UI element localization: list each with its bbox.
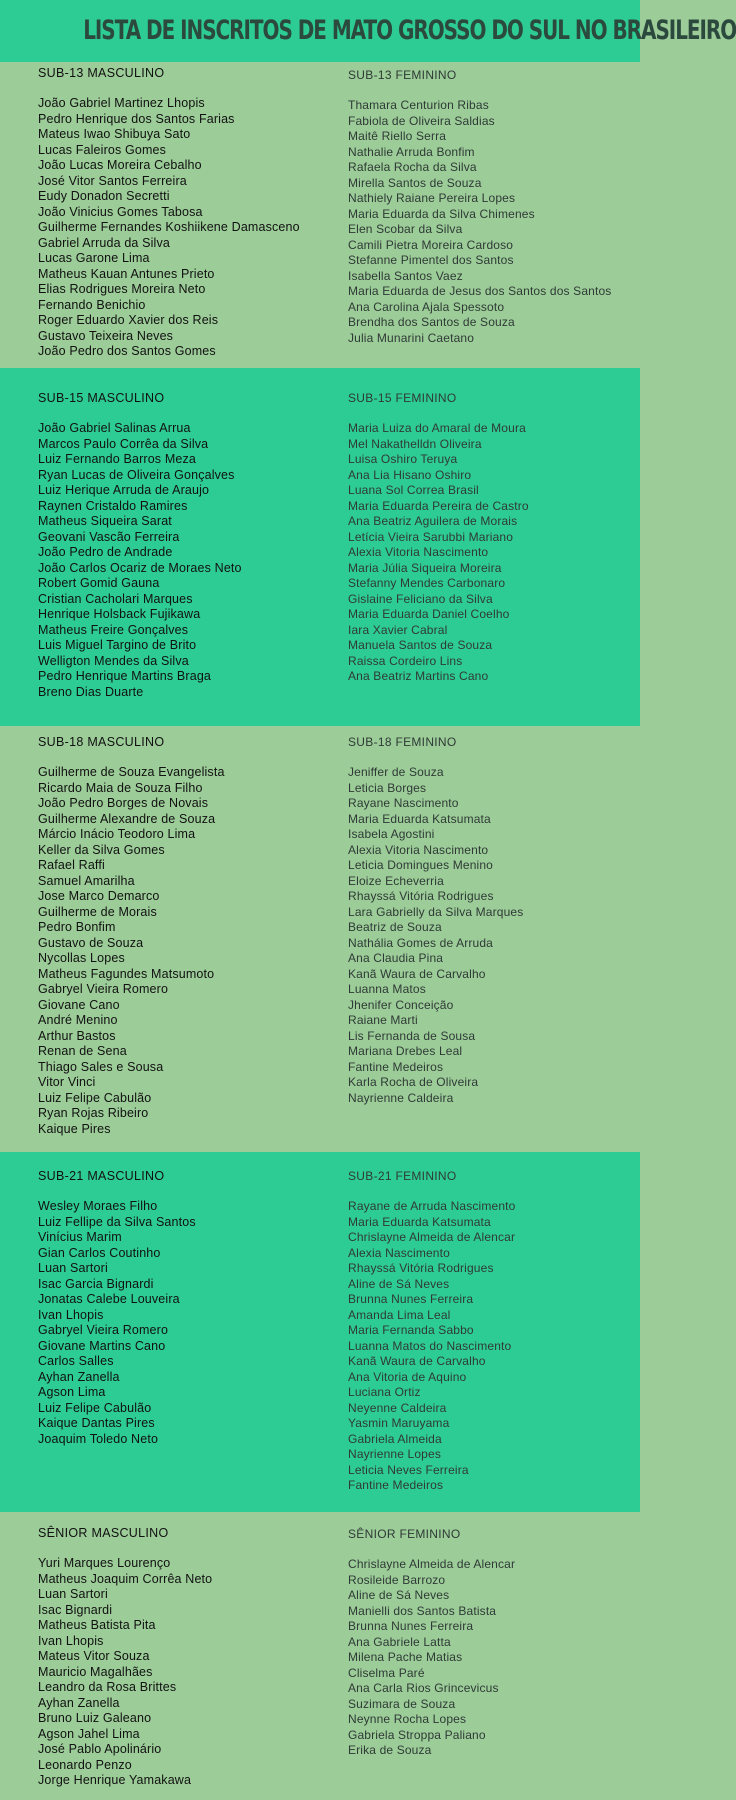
athlete-list bbox=[38, 765, 338, 1137]
athlete-name: Eloize Echeverria bbox=[348, 873, 444, 888]
athlete-name: Luiz Felipe Cabulão bbox=[38, 1400, 152, 1415]
athlete-name: João Pedro dos Santos Gomes bbox=[38, 344, 216, 358]
athlete-name: Brunna Nunes Ferreira bbox=[348, 1292, 474, 1306]
athlete-name: Arthur Bastos bbox=[38, 1028, 116, 1043]
athlete-name: Marcos Paulo Corrêa da Silva bbox=[38, 436, 209, 451]
athlete-name: Maria Eduarda de Jesus dos Santos dos Santos bbox=[348, 284, 612, 298]
athlete-name: André Menino bbox=[38, 1013, 118, 1027]
athlete-name: Matheus Fagundes Matsumoto bbox=[38, 966, 215, 981]
athlete-name: Matheus Freire Gonçalves bbox=[38, 622, 189, 637]
athlete-name: Letícia Vieira Sarubbi Mariano bbox=[348, 529, 514, 544]
athlete-name: Leticia Neves Ferreira bbox=[348, 1462, 469, 1477]
athlete-name: Raynen Cristaldo Ramires bbox=[38, 498, 188, 513]
athlete-name: Lucas Garone Lima bbox=[38, 251, 150, 265]
athlete-name: Leandro da Rosa Brittes bbox=[38, 1680, 177, 1694]
section-sub-15 bbox=[0, 368, 640, 726]
section-sub-21 bbox=[0, 1152, 640, 1512]
athlete-name: Ryan Rojas Ribeiro bbox=[38, 1106, 149, 1120]
male-column bbox=[38, 390, 338, 700]
athlete-name: Mauricio Magalhães bbox=[38, 1664, 153, 1679]
athlete-name: Yasmin Maruyama bbox=[348, 1416, 450, 1430]
athlete-name: Kaique Pires bbox=[38, 1121, 111, 1136]
athlete-name: Pedro Henrique Martins Braga bbox=[38, 669, 212, 683]
athlete-name: Gabriela Almeida bbox=[348, 1431, 442, 1446]
athlete-name: Joaquim Toledo Neto bbox=[38, 1431, 159, 1446]
athlete-name: Beatriz de Souza bbox=[348, 920, 442, 934]
male-column bbox=[38, 1525, 338, 1789]
athlete-list bbox=[348, 1557, 648, 1759]
athlete-name: Erika de Souza bbox=[348, 1743, 432, 1757]
athlete-name: Fantine Medeiros bbox=[348, 1478, 444, 1492]
athlete-list bbox=[348, 765, 648, 1106]
category-heading: SÊNIOR MASCULINO bbox=[38, 1526, 169, 1540]
athlete-name: Cliselma Paré bbox=[348, 1665, 425, 1680]
athlete-name: Matheus Siqueira Sarat bbox=[38, 514, 172, 528]
athlete-name: Luanna Matos do Nascimento bbox=[348, 1338, 512, 1353]
athlete-name: João Pedro Borges de Novais bbox=[38, 796, 209, 810]
athlete-name: Ryan Lucas de Oliveira Gonçalves bbox=[38, 467, 235, 482]
category-heading: SUB-15 FEMININO bbox=[348, 391, 457, 405]
athlete-name: Neyenne Caldeira bbox=[348, 1400, 447, 1415]
athlete-name: Rayane Nascimento bbox=[348, 796, 459, 810]
athlete-name: Pedro Bonfim bbox=[38, 920, 116, 934]
header-banner bbox=[0, 0, 736, 62]
athlete-name: Matheus Batista Pita bbox=[38, 1618, 156, 1632]
category-heading: SUB-13 FEMININO bbox=[348, 68, 457, 82]
category-heading: SUB-13 MASCULINO bbox=[38, 66, 165, 80]
athlete-name: Raiane Marti bbox=[348, 1013, 418, 1027]
athlete-name: Luan Sartori bbox=[38, 1587, 108, 1601]
athlete-name: Gabryel Vieira Romero bbox=[38, 1323, 169, 1337]
athlete-name: Jhenifer Conceição bbox=[348, 997, 454, 1012]
athlete-name: Lucas Faleiros Gomes bbox=[38, 142, 167, 157]
athlete-name: Maria Eduarda Pereira de Castro bbox=[348, 498, 529, 513]
athlete-name: Isabella Santos Vaez bbox=[348, 268, 463, 283]
athlete-name: Iara Xavier Cabral bbox=[348, 622, 448, 637]
athlete-name: João Gabriel Salinas Arrua bbox=[38, 421, 191, 435]
athlete-name: Agson Jahel Lima bbox=[38, 1726, 140, 1741]
athlete-name: Jeniffer de Souza bbox=[348, 765, 444, 779]
athlete-name: Rhayssá Vitória Rodrigues bbox=[348, 1261, 494, 1275]
athlete-name: Julia Munarini Caetano bbox=[348, 330, 475, 345]
athlete-name: Karla Rocha de Oliveira bbox=[348, 1075, 479, 1089]
athlete-name: Ana Gabriele Latta bbox=[348, 1634, 451, 1649]
athlete-name: Ana Claudia Pina bbox=[348, 951, 444, 965]
athlete-name: João Lucas Moreira Cebalho bbox=[38, 158, 202, 172]
athlete-name: Gislaine Feliciano da Silva bbox=[348, 591, 493, 606]
athlete-name: Brendha dos Santos de Souza bbox=[348, 315, 515, 329]
athlete-name: Ayhan Zanella bbox=[38, 1369, 120, 1384]
athlete-name: Rayane de Arruda Nascimento bbox=[348, 1199, 516, 1213]
athlete-list bbox=[38, 1199, 338, 1447]
athlete-name: Maria Eduarda Daniel Coelho bbox=[348, 607, 510, 621]
athlete-name: Isac Garcia Bignardi bbox=[38, 1276, 154, 1291]
athlete-name: Brunna Nunes Ferreira bbox=[348, 1619, 474, 1633]
athlete-name: Fernando Benichio bbox=[38, 297, 146, 312]
athlete-name: Roger Eduardo Xavier dos Reis bbox=[38, 313, 219, 327]
athlete-name: Fabiola de Oliveira Saldias bbox=[348, 113, 495, 128]
athlete-name: Samuel Amarilha bbox=[38, 873, 135, 888]
athlete-name: Raissa Cordeiro Lins bbox=[348, 653, 463, 668]
athlete-name: Pedro Henrique dos Santos Farias bbox=[38, 111, 235, 126]
athlete-name: Aline de Sá Neves bbox=[348, 1276, 450, 1291]
athlete-name: José Vitor Santos Ferreira bbox=[38, 173, 187, 188]
category-heading: SÊNIOR FEMININO bbox=[348, 1527, 461, 1541]
athlete-name: Alexia Vitoria Nascimento bbox=[348, 842, 489, 857]
athlete-name: Matheus Kauan Antunes Prieto bbox=[38, 266, 215, 281]
athlete-name: Breno Dias Duarte bbox=[38, 684, 144, 699]
athlete-name: Elias Rodrigues Moreira Neto bbox=[38, 282, 206, 296]
athlete-name: Luis Miguel Targino de Brito bbox=[38, 638, 197, 652]
athlete-name: Luan Sartori bbox=[38, 1261, 108, 1275]
athlete-name: Mariana Drebes Leal bbox=[348, 1044, 463, 1058]
male-column bbox=[38, 1168, 338, 1447]
athlete-name: Agson Lima bbox=[38, 1385, 106, 1399]
athlete-name: Mirella Santos de Souza bbox=[348, 175, 482, 190]
athlete-name: Maria Júlia Siqueira Moreira bbox=[348, 560, 502, 575]
page-title: LISTA DE INSCRITOS DE MATO GROSSO DO SUL NO BRASILEIRO bbox=[83, 15, 736, 46]
athlete-name: Vinícius Marim bbox=[38, 1230, 122, 1244]
athlete-name: Carlos Salles bbox=[38, 1354, 114, 1368]
athlete-name: João Vinicius Gomes Tabosa bbox=[38, 204, 203, 219]
athlete-list bbox=[348, 1199, 648, 1494]
athlete-name: Ana Beatriz Martins Cano bbox=[348, 669, 489, 683]
male-column bbox=[38, 65, 338, 360]
athlete-name: Aline de Sá Neves bbox=[348, 1588, 450, 1602]
athlete-name: Alexia Vitoria Nascimento bbox=[348, 545, 489, 559]
athlete-name: Suzimara de Souza bbox=[348, 1696, 456, 1711]
athlete-name: Leticia Borges bbox=[348, 780, 427, 795]
athlete-name: Ana Vitoria de Aquino bbox=[348, 1369, 467, 1384]
athlete-name: Vitor Vinci bbox=[38, 1075, 96, 1089]
athlete-name: Elen Scobar da Silva bbox=[348, 222, 463, 236]
athlete-name: Giovane Martins Cano bbox=[38, 1338, 166, 1353]
athlete-name: Gabriela Stroppa Paliano bbox=[348, 1727, 486, 1742]
athlete-name: Lara Gabrielly da Silva Marques bbox=[348, 904, 524, 919]
athlete-name: Guilherme Fernandes Koshiikene Damasceno bbox=[38, 220, 300, 234]
athlete-name: Maitê Riello Serra bbox=[348, 129, 447, 143]
category-heading: SUB-21 MASCULINO bbox=[38, 1169, 165, 1183]
athlete-name: Jonatas Calebe Louveira bbox=[38, 1292, 180, 1306]
athlete-name: Ana Beatriz Aguilera de Morais bbox=[348, 514, 518, 528]
athlete-name: Chrislayne Almeida de Alencar bbox=[348, 1557, 516, 1571]
athlete-name: Maria Eduarda Katsumata bbox=[348, 811, 491, 826]
athlete-name: Leticia Domingues Menino bbox=[348, 858, 494, 872]
athlete-name: Kanã Waura de Carvalho bbox=[348, 966, 486, 981]
athlete-name: Jorge Henrique Yamakawa bbox=[38, 1773, 192, 1787]
athlete-name: Rafael Raffi bbox=[38, 858, 105, 872]
athlete-name: Manielli dos Santos Batista bbox=[348, 1603, 497, 1618]
athlete-name: Bruno Luiz Galeano bbox=[38, 1711, 152, 1725]
athlete-name: Kanã Waura de Carvalho bbox=[348, 1354, 486, 1368]
athlete-name: Ivan Lhopis bbox=[38, 1633, 104, 1648]
category-heading: SUB-18 FEMININO bbox=[348, 735, 457, 749]
athlete-name: Henrique Holsback Fujikawa bbox=[38, 607, 201, 621]
athlete-list bbox=[348, 98, 648, 346]
athlete-name: Luisa Oshiro Teruya bbox=[348, 452, 458, 466]
athlete-name: Isac Bignardi bbox=[38, 1602, 113, 1617]
athlete-name: Rosileide Barrozo bbox=[348, 1572, 446, 1587]
athlete-name: Nathalie Arruda Bonfim bbox=[348, 144, 475, 159]
athlete-name: Mateus Vitor Souza bbox=[38, 1649, 150, 1663]
athlete-name: Maria Fernanda Sabbo bbox=[348, 1323, 474, 1337]
athlete-name: Amanda Lima Leal bbox=[348, 1307, 451, 1322]
athlete-name: Keller da Silva Gomes bbox=[38, 842, 165, 857]
athlete-name: Milena Pache Matias bbox=[348, 1650, 463, 1664]
athlete-name: Thiago Sales e Sousa bbox=[38, 1059, 164, 1074]
athlete-name: Jose Marco Demarco bbox=[38, 889, 160, 903]
athlete-name: Mateus Iwao Shibuya Sato bbox=[38, 127, 191, 141]
athlete-name: Robert Gomid Gauna bbox=[38, 576, 160, 590]
athlete-name: João Gabriel Martinez Lhopis bbox=[38, 96, 205, 110]
athlete-name: Maria Eduarda Katsumata bbox=[348, 1214, 491, 1229]
athlete-name: Renan de Sena bbox=[38, 1044, 127, 1058]
athlete-name: Guilherme de Morais bbox=[38, 904, 157, 919]
athlete-name: Isabela Agostini bbox=[348, 827, 435, 841]
athlete-name: Nycollas Lopes bbox=[38, 951, 125, 965]
athlete-name: Gabriel Arruda da Silva bbox=[38, 235, 170, 250]
male-column bbox=[38, 734, 338, 1137]
athlete-name: Nathália Gomes de Arruda bbox=[348, 935, 494, 950]
athlete-name: Cristian Cacholari Marques bbox=[38, 591, 193, 606]
athlete-name: José Pablo Apolinário bbox=[38, 1742, 162, 1756]
athlete-name: Chrislayne Almeida de Alencar bbox=[348, 1230, 516, 1244]
athlete-name: Maria Eduarda da Silva Chimenes bbox=[348, 206, 535, 221]
athlete-list bbox=[38, 1556, 338, 1789]
athlete-name: Rafaela Rocha da Silva bbox=[348, 160, 477, 174]
athlete-name: Ana Carolina Ajala Spessoto bbox=[348, 299, 505, 314]
athlete-name: Gabryel Vieira Romero bbox=[38, 982, 169, 996]
athlete-name: Stefanne Pimentel dos Santos bbox=[348, 253, 514, 267]
athlete-name: Márcio Inácio Teodoro Lima bbox=[38, 827, 196, 841]
athlete-name: Luiz Fernando Barros Meza bbox=[38, 452, 196, 466]
athlete-name: Manuela Santos de Souza bbox=[348, 638, 493, 652]
athlete-name: Leonardo Penzo bbox=[38, 1757, 132, 1772]
athlete-name: Ricardo Maia de Souza Filho bbox=[38, 780, 203, 795]
athlete-name: Yuri Marques Lourenço bbox=[38, 1556, 171, 1570]
athlete-name: Luiz Fellipe da Silva Santos bbox=[38, 1214, 196, 1229]
athlete-list bbox=[38, 96, 338, 360]
athlete-name: João Carlos Ocariz de Moraes Neto bbox=[38, 560, 242, 575]
athlete-name: Maria Luiza do Amaral de Moura bbox=[348, 421, 526, 435]
female-column bbox=[348, 734, 648, 1106]
female-column bbox=[348, 67, 648, 346]
athlete-name: Luiz Herique Arruda de Araujo bbox=[38, 483, 210, 497]
athlete-name: Guilherme de Souza Evangelista bbox=[38, 765, 225, 779]
athlete-name: Nathiely Raiane Pereira Lopes bbox=[348, 191, 516, 205]
athlete-name: Geovani Vascão Ferreira bbox=[38, 529, 180, 544]
athlete-name: Gian Carlos Coutinho bbox=[38, 1245, 161, 1260]
section-senior bbox=[0, 1512, 640, 1800]
athlete-name: Ana Lia Hisano Oshiro bbox=[348, 467, 472, 482]
athlete-name: Neynne Rocha Lopes bbox=[348, 1712, 467, 1726]
athlete-name: Eudy Donadon Secretti bbox=[38, 189, 170, 203]
category-heading: SUB-18 MASCULINO bbox=[38, 735, 165, 749]
athlete-name: Ayhan Zanella bbox=[38, 1695, 120, 1710]
athlete-name: Ivan Lhopis bbox=[38, 1307, 104, 1322]
category-heading: SUB-21 FEMININO bbox=[348, 1169, 457, 1183]
athlete-name: Guilherme Alexandre de Souza bbox=[38, 811, 216, 826]
athlete-name: Fantine Medeiros bbox=[348, 1059, 444, 1074]
section-sub-13 bbox=[0, 62, 640, 368]
athlete-name: Alexia Nascimento bbox=[348, 1245, 450, 1260]
athlete-name: Lis Fernanda de Sousa bbox=[348, 1028, 476, 1043]
athlete-name: Luanna Matos bbox=[348, 982, 426, 996]
athlete-name: Luciana Ortiz bbox=[348, 1385, 421, 1399]
athlete-list bbox=[38, 421, 338, 700]
athlete-name: Welligton Mendes da Silva bbox=[38, 653, 189, 668]
athlete-name: Nayrienne Caldeira bbox=[348, 1090, 454, 1105]
athlete-name: João Pedro de Andrade bbox=[38, 545, 173, 559]
athlete-name: Luiz Felipe Cabulão bbox=[38, 1090, 152, 1105]
athlete-name: Rhayssá Vitória Rodrigues bbox=[348, 889, 494, 903]
athlete-name: Wesley Moraes Filho bbox=[38, 1199, 158, 1213]
athlete-name: Luana Sol Correa Brasil bbox=[348, 483, 479, 497]
athlete-name: Matheus Joaquim Corrêa Neto bbox=[38, 1571, 213, 1586]
female-column bbox=[348, 1168, 648, 1494]
athlete-name: Stefanny Mendes Carbonaro bbox=[348, 576, 506, 590]
female-column bbox=[348, 390, 648, 685]
athlete-name: Giovane Cano bbox=[38, 997, 120, 1012]
athlete-name: Ana Carla Rios Grincevicus bbox=[348, 1681, 499, 1695]
section-sub-18 bbox=[0, 726, 640, 1152]
athlete-name: Gustavo Teixeira Neves bbox=[38, 328, 174, 343]
athlete-name: Gustavo de Souza bbox=[38, 935, 144, 950]
athlete-name: Kaique Dantas Pires bbox=[38, 1416, 155, 1430]
athlete-name: Nayrienne Lopes bbox=[348, 1447, 441, 1461]
category-heading: SUB-15 MASCULINO bbox=[38, 391, 165, 405]
athlete-name: Camili Pietra Moreira Cardoso bbox=[348, 237, 514, 252]
athlete-name: Thamara Centurion Ribas bbox=[348, 98, 489, 112]
athlete-name: Mel Nakathelldn Oliveira bbox=[348, 436, 482, 451]
athlete-list bbox=[348, 421, 648, 685]
female-column bbox=[348, 1526, 648, 1759]
